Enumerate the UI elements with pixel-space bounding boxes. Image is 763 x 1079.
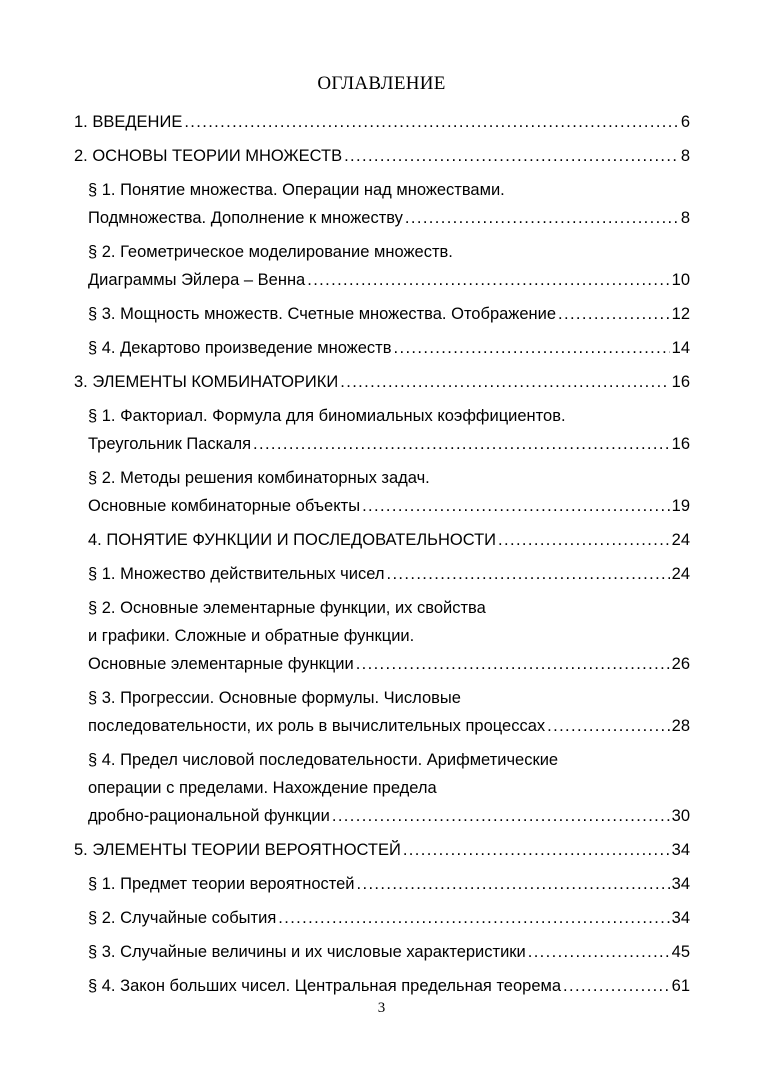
- toc-entry-title: 5. ЭЛЕМЕНТЫ ТЕОРИИ ВЕРОЯТНОСТЕЙ: [74, 841, 401, 859]
- toc-entry[interactable]: [74, 108, 690, 136]
- toc-entry-lastline: [88, 904, 690, 932]
- toc-title: ОГЛАВЛЕНИЕ: [317, 73, 446, 94]
- toc-entry-title: Диаграммы Эйлера – Венна: [88, 271, 306, 289]
- toc-entry-title: последовательности, их роль в вычислительных процессах: [88, 717, 546, 735]
- toc-entry-line: операции с пределами. Нахождение предела: [88, 779, 437, 797]
- toc-entry-lastline: [88, 300, 690, 328]
- toc-entry-page: 8: [680, 147, 690, 165]
- dot-leader: [332, 802, 670, 830]
- dot-leader: [184, 108, 678, 136]
- toc-entry[interactable]: [74, 560, 690, 588]
- dot-leader: [253, 430, 670, 458]
- toc-entry-line: § 2. Методы решения комбинаторных задач.: [88, 469, 430, 487]
- toc-entry-page: 14: [671, 339, 690, 357]
- toc-entry-line: § 3. Прогрессии. Основные формулы. Числовые: [88, 689, 461, 707]
- dot-leader: [403, 836, 670, 864]
- dot-leader: [278, 904, 669, 932]
- toc-entry-title: § 1. Множество действительных чисел: [88, 565, 385, 583]
- toc-entry[interactable]: [74, 938, 690, 966]
- toc-entry-title: 2. ОСНОВЫ ТЕОРИИ МНОЖЕСТВ: [74, 147, 343, 165]
- dot-leader: [563, 972, 670, 1000]
- toc-entry-title: § 4. Закон больших чисел. Центральная предельная теорема: [88, 977, 562, 995]
- toc-entry-lastline: [88, 334, 690, 362]
- toc-entry[interactable]: [74, 684, 690, 740]
- toc-entry[interactable]: [74, 300, 690, 328]
- toc-entry-title: 4. ПОНЯТИЕ ФУНКЦИИ И ПОСЛЕДОВАТЕЛЬНОСТИ: [88, 531, 497, 549]
- toc-entry-page: 26: [671, 655, 690, 673]
- toc-entry-page: 16: [671, 373, 690, 391]
- toc-entry-line: § 1. Понятие множества. Операции над множествами.: [88, 181, 505, 199]
- toc-entry-page: 61: [671, 977, 690, 995]
- toc-entry-lastline: [88, 972, 690, 1000]
- toc-entry-title: дробно-рациональной функции: [88, 807, 330, 825]
- toc-entry-title: § 3. Мощность множеств. Счетные множества. Отображение: [88, 305, 557, 323]
- toc-entry[interactable]: [74, 594, 690, 678]
- dot-leader: [547, 712, 670, 740]
- toc-entry[interactable]: [74, 368, 690, 396]
- toc-entry-lastline: [88, 266, 690, 294]
- toc-entry[interactable]: [74, 746, 690, 830]
- toc-entry[interactable]: [74, 464, 690, 520]
- toc-entry-lastline: [88, 430, 690, 458]
- toc-entry-page: 10: [671, 271, 690, 289]
- toc-entry-title: § 4. Декартово произведение множеств: [88, 339, 392, 357]
- toc-entry-page: 8: [680, 209, 690, 227]
- toc-entry-line: § 1. Факториал. Формула для биномиальных коэффициентов.: [88, 407, 566, 425]
- dot-leader: [362, 492, 670, 520]
- toc-entry-line: § 4. Предел числовой последовательности. Арифметические: [88, 751, 559, 769]
- toc-entry-lastline: [88, 802, 690, 830]
- toc-entry-lastline: [88, 870, 690, 898]
- toc-entry-page: 34: [671, 875, 690, 893]
- dot-leader: [558, 300, 670, 328]
- toc-entry-lastline: [88, 492, 690, 520]
- toc-entry[interactable]: [74, 904, 690, 932]
- toc-entry[interactable]: [74, 836, 690, 864]
- toc-entry-line: и графики. Сложные и обратные функции.: [88, 627, 415, 645]
- page-number: 3: [377, 1000, 386, 1016]
- dot-leader: [344, 142, 679, 170]
- toc-entry[interactable]: [74, 972, 690, 1000]
- toc-entry-page: 30: [671, 807, 690, 825]
- toc-entry-title: 3. ЭЛЕМЕНТЫ КОМБИНАТОРИКИ: [74, 373, 339, 391]
- toc-entry-title: Основные комбинаторные объекты: [88, 497, 361, 515]
- toc-entry-lastline: [74, 368, 690, 396]
- toc-entry-lastline: [88, 204, 690, 232]
- dot-leader: [405, 204, 679, 232]
- toc-entry-line: § 2. Основные элементарные функции, их свойства: [88, 599, 486, 617]
- toc-entry-title: Основные элементарные функции: [88, 655, 354, 673]
- toc-entry-lastline: [88, 650, 690, 678]
- toc-entry-title: § 1. Предмет теории вероятностей: [88, 875, 355, 893]
- toc-entry-page: 6: [680, 113, 690, 131]
- toc-entry-lastline: [74, 108, 690, 136]
- dot-leader: [394, 334, 670, 362]
- toc-entry-line: § 2. Геометрическое моделирование множеств.: [88, 243, 453, 261]
- dot-leader: [498, 526, 670, 554]
- toc-entry[interactable]: [74, 402, 690, 458]
- table-of-contents: [74, 108, 690, 1006]
- dot-leader: [307, 266, 669, 294]
- dot-leader: [356, 650, 670, 678]
- toc-entry[interactable]: [74, 334, 690, 362]
- toc-entry[interactable]: [74, 526, 690, 554]
- toc-entry-page: 28: [671, 717, 690, 735]
- toc-entry-page: 34: [671, 841, 690, 859]
- toc-entry-lastline: [88, 560, 690, 588]
- dot-leader: [340, 368, 669, 396]
- toc-entry-page: 19: [671, 497, 690, 515]
- toc-entry-page: 45: [671, 943, 690, 961]
- toc-entry-title: 1. ВВЕДЕНИЕ: [74, 113, 183, 131]
- toc-entry-lastline: [88, 712, 690, 740]
- toc-entry-lastline: [74, 142, 690, 170]
- toc-entry-page: 12: [671, 305, 690, 323]
- dot-leader: [386, 560, 669, 588]
- toc-entry-page: 24: [671, 565, 690, 583]
- toc-entry[interactable]: [74, 176, 690, 232]
- toc-entry-lastline: [74, 836, 690, 864]
- toc-entry-title: § 3. Случайные величины и их числовые характеристики: [88, 943, 526, 961]
- dot-leader: [528, 938, 670, 966]
- toc-entry-title: Подмножества. Дополнение к множеству: [88, 209, 403, 227]
- toc-entry-page: 34: [671, 909, 690, 927]
- toc-entry[interactable]: [74, 238, 690, 294]
- toc-entry[interactable]: [74, 142, 690, 170]
- toc-entry-lastline: [88, 526, 690, 554]
- toc-entry[interactable]: [74, 870, 690, 898]
- toc-entry-title: § 2. Случайные события: [88, 909, 277, 927]
- toc-entry-title: Треугольник Паскаля: [88, 435, 252, 453]
- toc-entry-page: 24: [671, 531, 690, 549]
- toc-entry-lastline: [88, 938, 690, 966]
- toc-entry-page: 16: [671, 435, 690, 453]
- dot-leader: [357, 870, 670, 898]
